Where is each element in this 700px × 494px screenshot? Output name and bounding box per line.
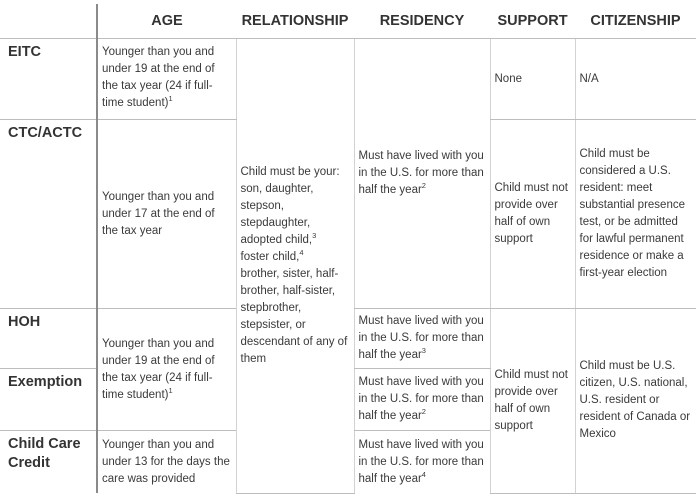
residency-exemption-cell (354, 369, 490, 431)
age-childcare-cell: Younger than you and under 13 for the days the care was provided (97, 431, 236, 494)
header-residency: RESIDENCY (354, 4, 490, 39)
residency-hoh-cell (354, 309, 490, 369)
residency-eitc-ctc-cell (354, 39, 490, 309)
row-label-ctc: CTC/ACTC (0, 120, 97, 309)
footnote-marker: 2 (421, 407, 426, 417)
support-eitc-cell: None (490, 39, 575, 120)
row-label-childcare: Child Care Credit (0, 431, 97, 494)
citizenship-eitc-cell: N/A (575, 39, 696, 120)
footnote-marker: 3 (421, 346, 426, 356)
footnote-marker: 1 (168, 385, 173, 395)
row-label-hoh: HOH (0, 309, 97, 369)
residency-hoh-text: Must have lived with you in the U.S. for more than half the year (358, 315, 484, 361)
support-ctc-cell: Child must not provide over half of own support (490, 120, 575, 309)
age-eitc-text: Younger than you and under 19 at the end of the tax year (24 if full-time student) (102, 46, 215, 109)
row-label-eitc: EITC (0, 39, 97, 120)
row-label-exemption: Exemption (0, 369, 97, 431)
table-row-eitc (0, 39, 696, 120)
age-hoh-exemption-cell (97, 309, 236, 431)
header-support: SUPPORT (490, 4, 575, 39)
corner-cell (0, 4, 97, 39)
footnote-marker: 4 (421, 469, 426, 479)
citizenship-ctc-cell: Child must be considered a U.S. resident: meet substantial presence test, or be admitted for lawful permanent residence or make a first-year election (575, 120, 696, 309)
footnote-marker: 2 (421, 181, 426, 191)
relationship-cell (236, 39, 354, 494)
residency-childcare-text: Must have lived with you in the U.S. for more than half the year (358, 438, 484, 485)
residency-exemption-text: Must have lived with you in the U.S. for more than half the year (358, 376, 484, 422)
relationship-text-2: foster child, (240, 250, 300, 263)
header-citizenship: CITIZENSHIP (575, 4, 696, 39)
residency-childcare-cell (354, 431, 490, 494)
header-age: AGE (97, 4, 236, 39)
residency-eitc-ctc-text: Must have lived with you in the U.S. for more than half the year (358, 150, 484, 196)
citizenship-rest-cell: Child must be U.S. citizen, U.S. national, U.S. resident or resident of Canada or Mexico (575, 309, 696, 494)
footnote-marker: 4 (299, 247, 304, 257)
support-rest-cell: Child must not provide over half of own support (490, 309, 575, 494)
footnote-marker: 1 (168, 94, 173, 104)
age-ctc-cell: Younger than you and under 17 at the end of the tax year (97, 120, 236, 309)
eligibility-comparison-table (0, 4, 696, 494)
header-row (0, 4, 696, 39)
age-eitc-cell (97, 39, 236, 120)
relationship-text-3: brother, sister, half-brother, half-sister, stepbrother, stepsister, or descendant of any of them (240, 267, 348, 365)
footnote-marker: 3 (312, 230, 317, 240)
relationship-text-1: Child must be your: son, daughter, stepson, stepdaughter, adopted child, (240, 165, 340, 246)
header-relationship: RELATIONSHIP (236, 4, 354, 39)
age-hoh-exemption-text: Younger than you and under 19 at the end of the tax year (24 if full-time student) (102, 337, 215, 401)
